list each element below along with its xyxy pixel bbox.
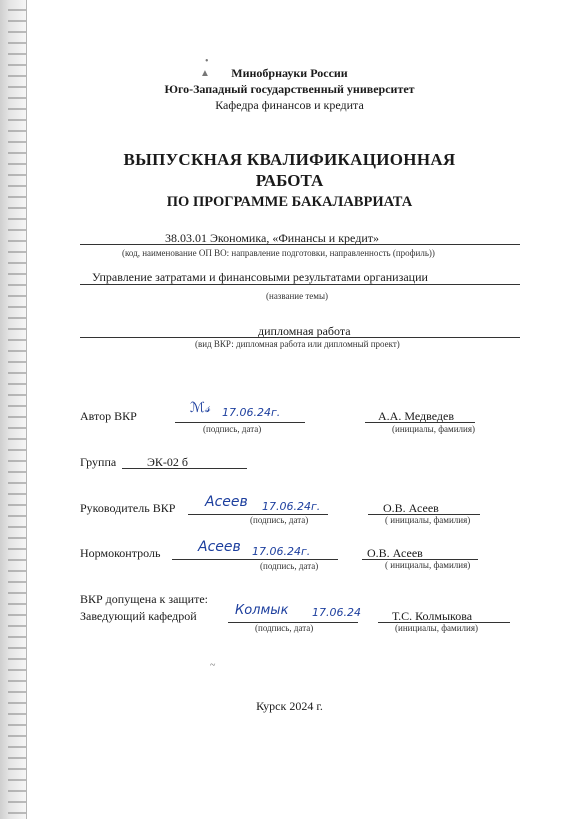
normcontrol-sign-caption: (подпись, дата) bbox=[260, 561, 319, 571]
admission-signature-date: 17.06.24 bbox=[312, 606, 361, 619]
supervisor-name: О.В. Асеев bbox=[383, 501, 439, 515]
author-name: А.А. Медведев bbox=[378, 409, 454, 423]
admission-signature: Колмык bbox=[235, 603, 289, 618]
admission-label: ВКР допущена к защите: bbox=[80, 592, 208, 606]
ministry-name: Минобрнауки России bbox=[231, 66, 348, 80]
title-line-2: РАБОТА bbox=[255, 171, 324, 190]
program-caption: (код, наименование ОП ВО: направление подготовки, направленность (профиль)) bbox=[122, 248, 435, 258]
supervisor-signature-date: 17.06.24г. bbox=[262, 500, 321, 513]
author-name-line bbox=[365, 422, 475, 423]
scan-speck: ▲ bbox=[200, 68, 210, 79]
group-label: Группа bbox=[80, 455, 117, 469]
admission-sign-caption: (подпись, дата) bbox=[255, 623, 314, 633]
author-signature-date: 17.06.24г. bbox=[222, 406, 281, 419]
author-sign-line bbox=[175, 422, 305, 423]
normcontrol-name-caption: ( инициалы, фамилия) bbox=[385, 560, 471, 570]
title-line-3: ПО ПРОГРАММЕ БАКАЛАВРИАТА bbox=[166, 194, 413, 210]
supervisor-sign-caption: (подпись, дата) bbox=[250, 515, 309, 525]
normcontrol-name: О.В. Асеев bbox=[367, 546, 423, 560]
supervisor-label: Руководитель ВКР bbox=[80, 501, 176, 515]
work-type-value: дипломная работа bbox=[258, 324, 351, 338]
supervisor-signature: Асеев bbox=[205, 494, 248, 510]
normcontrol-signature-date: 17.06.24г. bbox=[252, 545, 311, 558]
work-type-caption: (вид ВКР: дипломная работа или дипломный проект) bbox=[195, 339, 400, 349]
scan-speck: • bbox=[205, 56, 209, 67]
city-year: Курск 2024 г. bbox=[256, 699, 323, 713]
topic-underline bbox=[80, 284, 520, 285]
group-value: ЭК-02 б bbox=[147, 455, 189, 469]
admission-name-caption: (инициалы, фамилия) bbox=[395, 623, 478, 633]
normcontrol-sign-line bbox=[172, 559, 338, 560]
department-head-label: Заведующий кафедрой bbox=[80, 609, 197, 623]
topic-caption: (название темы) bbox=[266, 291, 329, 301]
department-name: Кафедра финансов и кредита bbox=[215, 98, 364, 112]
program-underline bbox=[80, 244, 520, 245]
author-sign-caption: (подпись, дата) bbox=[203, 424, 262, 434]
author-label: Автор ВКР bbox=[80, 409, 137, 423]
title-line-1: ВЫПУСКНАЯ КВАЛИФИКАЦИОННАЯ bbox=[123, 150, 456, 169]
author-signature: ℳ𝓈 bbox=[190, 400, 211, 416]
author-name-caption: (инициалы, фамилия) bbox=[392, 424, 475, 434]
binding-holes bbox=[8, 0, 26, 819]
page-edge bbox=[26, 0, 27, 819]
topic-value: Управление затратами и финансовыми результатами организации bbox=[92, 270, 428, 284]
university-name: Юго-Западный государственный университет bbox=[164, 82, 415, 96]
scan-speck: ~ bbox=[210, 660, 216, 671]
normcontrol-signature: Асеев bbox=[198, 539, 241, 555]
department-head-name: Т.С. Колмыкова bbox=[392, 609, 473, 623]
work-type-underline bbox=[80, 337, 520, 338]
normcontrol-label: Нормоконтроль bbox=[80, 546, 161, 560]
supervisor-name-caption: ( инициалы, фамилия) bbox=[385, 515, 471, 525]
program-value: 38.03.01 Экономика, «Финансы и кредит» bbox=[165, 231, 379, 245]
